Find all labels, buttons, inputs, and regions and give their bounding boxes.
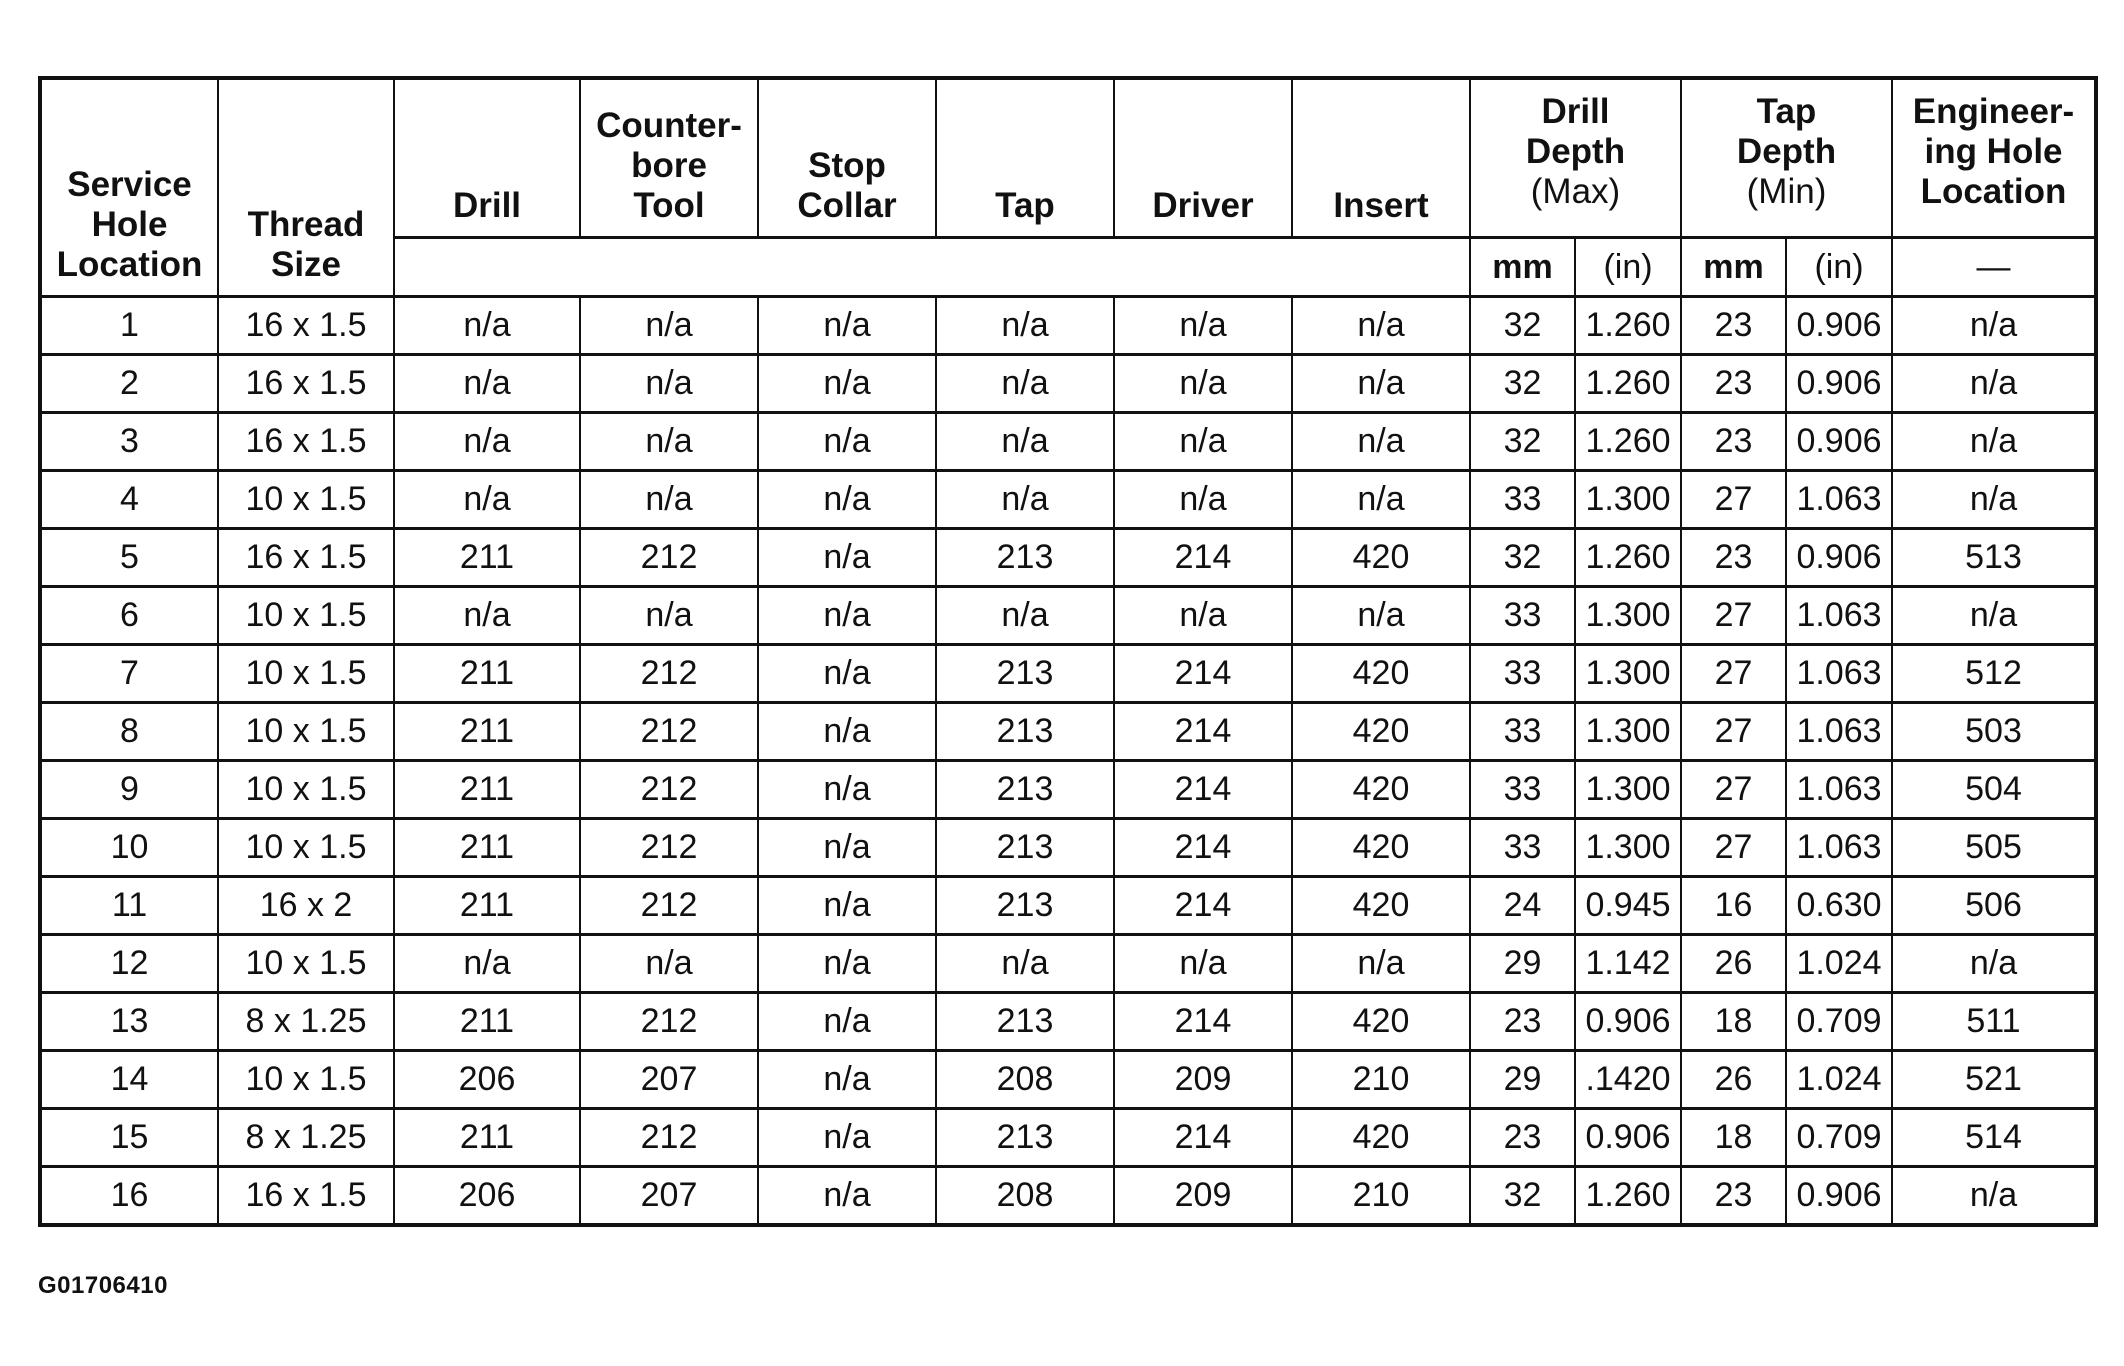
cell-counterbore-tool: 207	[580, 1051, 758, 1109]
cell-tap-depth-in: 0.906	[1786, 529, 1892, 587]
cell-tap-depth-mm: 23	[1681, 413, 1786, 471]
cell-stop-collar: n/a	[758, 413, 936, 471]
cell-driver: n/a	[1114, 935, 1292, 993]
cell-service-hole-location: 11	[40, 877, 218, 935]
cell-insert: 420	[1292, 819, 1470, 877]
col-header-driver: Driver	[1114, 78, 1292, 238]
cell-insert: 420	[1292, 993, 1470, 1051]
cell-service-hole-location: 5	[40, 529, 218, 587]
cell-tap: 213	[936, 529, 1114, 587]
cell-service-hole-location: 4	[40, 471, 218, 529]
cell-tap-depth-in: 0.906	[1786, 413, 1892, 471]
cell-tap: 213	[936, 1109, 1114, 1167]
unit-tap-depth-mm: mm	[1681, 238, 1786, 297]
cell-driver: 209	[1114, 1051, 1292, 1109]
cell-tap: 213	[936, 761, 1114, 819]
cell-tap: 213	[936, 703, 1114, 761]
cell-service-hole-location: 14	[40, 1051, 218, 1109]
cell-engineering-hole-location: n/a	[1892, 935, 2096, 993]
cell-thread-size: 10 x 1.5	[218, 703, 394, 761]
cell-drill: 206	[394, 1167, 580, 1226]
cell-thread-size: 10 x 1.5	[218, 587, 394, 645]
cell-service-hole-location: 9	[40, 761, 218, 819]
header-row	[40, 78, 2096, 238]
cell-drill-depth-in: 1.300	[1575, 703, 1681, 761]
cell-tap-depth-in: 0.630	[1786, 877, 1892, 935]
cell-stop-collar: n/a	[758, 703, 936, 761]
col-header-service-hole-location: Service Hole Location	[40, 78, 218, 297]
cell-drill-depth-in: 1.300	[1575, 587, 1681, 645]
cell-drill-depth-in: 1.300	[1575, 471, 1681, 529]
table-row	[40, 935, 2096, 993]
cell-driver: n/a	[1114, 297, 1292, 355]
cell-insert: n/a	[1292, 297, 1470, 355]
cell-tap-depth-in: 1.063	[1786, 703, 1892, 761]
table-row	[40, 529, 2096, 587]
cell-insert: n/a	[1292, 471, 1470, 529]
cell-drill-depth-in: 1.300	[1575, 761, 1681, 819]
cell-driver: n/a	[1114, 587, 1292, 645]
cell-insert: n/a	[1292, 355, 1470, 413]
cell-drill-depth-in: 1.260	[1575, 413, 1681, 471]
cell-insert: 420	[1292, 761, 1470, 819]
table-row	[40, 993, 2096, 1051]
cell-driver: 214	[1114, 703, 1292, 761]
cell-driver: n/a	[1114, 355, 1292, 413]
unit-drill-depth-mm: mm	[1470, 238, 1575, 297]
cell-stop-collar: n/a	[758, 1109, 936, 1167]
cell-drill-depth-in: 0.906	[1575, 993, 1681, 1051]
service-hole-spec-table	[38, 76, 2098, 1227]
cell-tap: 213	[936, 993, 1114, 1051]
cell-insert: 420	[1292, 1109, 1470, 1167]
cell-drill-depth-in: 1.300	[1575, 645, 1681, 703]
cell-service-hole-location: 2	[40, 355, 218, 413]
cell-tap-depth-in: 0.906	[1786, 1167, 1892, 1226]
cell-drill-depth-mm: 29	[1470, 935, 1575, 993]
cell-thread-size: 16 x 1.5	[218, 413, 394, 471]
cell-service-hole-location: 6	[40, 587, 218, 645]
cell-insert: 420	[1292, 703, 1470, 761]
cell-tap: n/a	[936, 471, 1114, 529]
cell-engineering-hole-location: 521	[1892, 1051, 2096, 1109]
cell-engineering-hole-location: 503	[1892, 703, 2096, 761]
cell-driver: 214	[1114, 993, 1292, 1051]
cell-stop-collar: n/a	[758, 297, 936, 355]
cell-tap-depth-in: 1.024	[1786, 935, 1892, 993]
cell-engineering-hole-location: 513	[1892, 529, 2096, 587]
cell-engineering-hole-location: 512	[1892, 645, 2096, 703]
cell-drill-depth-mm: 24	[1470, 877, 1575, 935]
cell-drill-depth-mm: 29	[1470, 1051, 1575, 1109]
cell-tap: n/a	[936, 355, 1114, 413]
cell-stop-collar: n/a	[758, 877, 936, 935]
cell-insert: n/a	[1292, 413, 1470, 471]
cell-insert: 420	[1292, 529, 1470, 587]
cell-driver: 209	[1114, 1167, 1292, 1226]
cell-tap-depth-mm: 23	[1681, 355, 1786, 413]
cell-drill-depth-mm: 32	[1470, 1167, 1575, 1226]
cell-counterbore-tool: n/a	[580, 413, 758, 471]
cell-drill-depth-mm: 32	[1470, 297, 1575, 355]
cell-counterbore-tool: 207	[580, 1167, 758, 1226]
cell-insert: 210	[1292, 1051, 1470, 1109]
cell-counterbore-tool: 212	[580, 993, 758, 1051]
cell-service-hole-location: 16	[40, 1167, 218, 1226]
table-row	[40, 355, 2096, 413]
cell-drill-depth-in: 1.260	[1575, 297, 1681, 355]
col-header-tap-depth: Tap Depth (Min)	[1681, 78, 1892, 238]
cell-drill: n/a	[394, 935, 580, 993]
cell-drill: 211	[394, 877, 580, 935]
col-header-tap: Tap	[936, 78, 1114, 238]
cell-tap: 213	[936, 819, 1114, 877]
cell-tap: n/a	[936, 935, 1114, 993]
cell-counterbore-tool: n/a	[580, 355, 758, 413]
cell-engineering-hole-location: 504	[1892, 761, 2096, 819]
cell-tap-depth-in: 0.906	[1786, 297, 1892, 355]
cell-stop-collar: n/a	[758, 1167, 936, 1226]
cell-tap-depth-in: 1.063	[1786, 819, 1892, 877]
table-body	[40, 297, 2096, 1226]
cell-thread-size: 10 x 1.5	[218, 471, 394, 529]
table-row	[40, 819, 2096, 877]
unit-engineering: —	[1892, 238, 2096, 297]
cell-counterbore-tool: n/a	[580, 935, 758, 993]
cell-stop-collar: n/a	[758, 761, 936, 819]
cell-tap-depth-in: 0.709	[1786, 1109, 1892, 1167]
cell-thread-size: 10 x 1.5	[218, 819, 394, 877]
cell-tap: 208	[936, 1167, 1114, 1226]
cell-thread-size: 16 x 1.5	[218, 355, 394, 413]
cell-engineering-hole-location: n/a	[1892, 1167, 2096, 1226]
cell-drill-depth-in: 1.300	[1575, 819, 1681, 877]
cell-drill-depth-in: 0.906	[1575, 1109, 1681, 1167]
cell-thread-size: 16 x 2	[218, 877, 394, 935]
col-header-insert: Insert	[1292, 78, 1470, 238]
cell-drill: n/a	[394, 297, 580, 355]
cell-stop-collar: n/a	[758, 645, 936, 703]
cell-driver: 214	[1114, 529, 1292, 587]
cell-drill-depth-mm: 23	[1470, 1109, 1575, 1167]
cell-stop-collar: n/a	[758, 819, 936, 877]
cell-service-hole-location: 3	[40, 413, 218, 471]
unit-drill-depth-in: (in)	[1575, 238, 1681, 297]
cell-counterbore-tool: 212	[580, 761, 758, 819]
cell-service-hole-location: 8	[40, 703, 218, 761]
cell-thread-size: 8 x 1.25	[218, 993, 394, 1051]
cell-drill-depth-mm: 32	[1470, 355, 1575, 413]
table-row	[40, 703, 2096, 761]
cell-tap-depth-in: 0.709	[1786, 993, 1892, 1051]
cell-service-hole-location: 1	[40, 297, 218, 355]
cell-insert: n/a	[1292, 587, 1470, 645]
cell-tap: n/a	[936, 297, 1114, 355]
cell-drill-depth-mm: 33	[1470, 761, 1575, 819]
cell-engineering-hole-location: n/a	[1892, 413, 2096, 471]
cell-tap-depth-mm: 18	[1681, 1109, 1786, 1167]
cell-tap-depth-in: 1.063	[1786, 587, 1892, 645]
cell-thread-size: 10 x 1.5	[218, 1051, 394, 1109]
cell-tap-depth-in: 0.906	[1786, 355, 1892, 413]
cell-drill-depth-in: 1.260	[1575, 355, 1681, 413]
table-row	[40, 587, 2096, 645]
cell-drill-depth-in: 1.142	[1575, 935, 1681, 993]
col-header-drill: Drill	[394, 78, 580, 238]
table-row	[40, 1109, 2096, 1167]
col-header-engineering-hole-location: Engineer- ing Hole Location	[1892, 78, 2096, 238]
cell-thread-size: 10 x 1.5	[218, 645, 394, 703]
cell-tap: 213	[936, 645, 1114, 703]
cell-drill-depth-in: 1.260	[1575, 529, 1681, 587]
table-row	[40, 413, 2096, 471]
col-header-counterbore-tool: Counter- bore Tool	[580, 78, 758, 238]
cell-tap-depth-mm: 23	[1681, 1167, 1786, 1226]
cell-thread-size: 8 x 1.25	[218, 1109, 394, 1167]
cell-tap: n/a	[936, 413, 1114, 471]
cell-drill: 211	[394, 819, 580, 877]
cell-counterbore-tool: n/a	[580, 471, 758, 529]
cell-driver: n/a	[1114, 413, 1292, 471]
table-row	[40, 1051, 2096, 1109]
col-header-thread-size: Thread Size	[218, 78, 394, 297]
cell-drill-depth-mm: 33	[1470, 703, 1575, 761]
cell-thread-size: 16 x 1.5	[218, 297, 394, 355]
cell-drill-depth-in: 1.260	[1575, 1167, 1681, 1226]
cell-tap: 213	[936, 877, 1114, 935]
cell-counterbore-tool: 212	[580, 1109, 758, 1167]
cell-thread-size: 10 x 1.5	[218, 935, 394, 993]
cell-driver: 214	[1114, 1109, 1292, 1167]
cell-engineering-hole-location: n/a	[1892, 471, 2096, 529]
col-header-drill-depth: Drill Depth (Max)	[1470, 78, 1681, 238]
cell-drill-depth-mm: 33	[1470, 471, 1575, 529]
col-header-stop-collar: Stop Collar	[758, 78, 936, 238]
cell-tap-depth-mm: 23	[1681, 297, 1786, 355]
cell-drill: n/a	[394, 413, 580, 471]
cell-drill: 211	[394, 645, 580, 703]
cell-tap-depth-mm: 16	[1681, 877, 1786, 935]
cell-drill: n/a	[394, 355, 580, 413]
cell-engineering-hole-location: 506	[1892, 877, 2096, 935]
cell-driver: 214	[1114, 877, 1292, 935]
cell-driver: 214	[1114, 645, 1292, 703]
cell-tap-depth-in: 1.063	[1786, 761, 1892, 819]
cell-stop-collar: n/a	[758, 993, 936, 1051]
cell-engineering-hole-location: n/a	[1892, 587, 2096, 645]
cell-tap-depth-mm: 26	[1681, 1051, 1786, 1109]
cell-drill-depth-mm: 32	[1470, 529, 1575, 587]
cell-tap-depth-mm: 27	[1681, 471, 1786, 529]
cell-tap-depth-mm: 18	[1681, 993, 1786, 1051]
cell-drill-depth-mm: 33	[1470, 645, 1575, 703]
cell-service-hole-location: 7	[40, 645, 218, 703]
cell-drill: n/a	[394, 587, 580, 645]
cell-driver: 214	[1114, 819, 1292, 877]
cell-tap-depth-in: 1.063	[1786, 645, 1892, 703]
cell-tap-depth-mm: 27	[1681, 703, 1786, 761]
cell-tap-depth-mm: 27	[1681, 587, 1786, 645]
cell-counterbore-tool: 212	[580, 703, 758, 761]
cell-insert: 210	[1292, 1167, 1470, 1226]
cell-engineering-hole-location: 505	[1892, 819, 2096, 877]
cell-counterbore-tool: 212	[580, 819, 758, 877]
cell-drill: 211	[394, 761, 580, 819]
cell-driver: 214	[1114, 761, 1292, 819]
cell-drill-depth-mm: 23	[1470, 993, 1575, 1051]
cell-counterbore-tool: n/a	[580, 587, 758, 645]
units-blank-cell	[394, 238, 1470, 297]
cell-tap-depth-mm: 27	[1681, 645, 1786, 703]
cell-insert: 420	[1292, 877, 1470, 935]
cell-drill-depth-mm: 33	[1470, 587, 1575, 645]
cell-tap-depth-mm: 26	[1681, 935, 1786, 993]
table-row	[40, 471, 2096, 529]
table-row	[40, 645, 2096, 703]
cell-engineering-hole-location: n/a	[1892, 355, 2096, 413]
cell-counterbore-tool: n/a	[580, 297, 758, 355]
cell-thread-size: 16 x 1.5	[218, 529, 394, 587]
table-row	[40, 297, 2096, 355]
cell-service-hole-location: 15	[40, 1109, 218, 1167]
cell-counterbore-tool: 212	[580, 529, 758, 587]
cell-counterbore-tool: 212	[580, 877, 758, 935]
cell-stop-collar: n/a	[758, 471, 936, 529]
cell-counterbore-tool: 212	[580, 645, 758, 703]
cell-drill-depth-mm: 32	[1470, 413, 1575, 471]
cell-tap-depth-in: 1.024	[1786, 1051, 1892, 1109]
cell-tap-depth-mm: 27	[1681, 761, 1786, 819]
cell-tap: 208	[936, 1051, 1114, 1109]
cell-engineering-hole-location: 514	[1892, 1109, 2096, 1167]
cell-engineering-hole-location: 511	[1892, 993, 2096, 1051]
cell-insert: n/a	[1292, 935, 1470, 993]
cell-service-hole-location: 13	[40, 993, 218, 1051]
cell-drill-depth-mm: 33	[1470, 819, 1575, 877]
cell-stop-collar: n/a	[758, 1051, 936, 1109]
cell-thread-size: 16 x 1.5	[218, 1167, 394, 1226]
cell-stop-collar: n/a	[758, 587, 936, 645]
unit-tap-depth-in: (in)	[1786, 238, 1892, 297]
cell-stop-collar: n/a	[758, 355, 936, 413]
cell-service-hole-location: 12	[40, 935, 218, 993]
cell-drill: n/a	[394, 471, 580, 529]
cell-drill: 211	[394, 1109, 580, 1167]
cell-drill: 211	[394, 703, 580, 761]
cell-thread-size: 10 x 1.5	[218, 761, 394, 819]
cell-drill: 211	[394, 993, 580, 1051]
cell-engineering-hole-location: n/a	[1892, 297, 2096, 355]
cell-tap-depth-mm: 27	[1681, 819, 1786, 877]
cell-drill-depth-in: .1420	[1575, 1051, 1681, 1109]
cell-insert: 420	[1292, 645, 1470, 703]
cell-tap-depth-mm: 23	[1681, 529, 1786, 587]
cell-service-hole-location: 10	[40, 819, 218, 877]
cell-drill: 211	[394, 529, 580, 587]
table-row	[40, 761, 2096, 819]
cell-tap-depth-in: 1.063	[1786, 471, 1892, 529]
cell-drill: 206	[394, 1051, 580, 1109]
figure-id: G01706410	[38, 1272, 168, 1299]
cell-tap: n/a	[936, 587, 1114, 645]
cell-stop-collar: n/a	[758, 529, 936, 587]
cell-driver: n/a	[1114, 471, 1292, 529]
cell-drill-depth-in: 0.945	[1575, 877, 1681, 935]
table-row	[40, 1167, 2096, 1226]
cell-stop-collar: n/a	[758, 935, 936, 993]
table-row	[40, 877, 2096, 935]
